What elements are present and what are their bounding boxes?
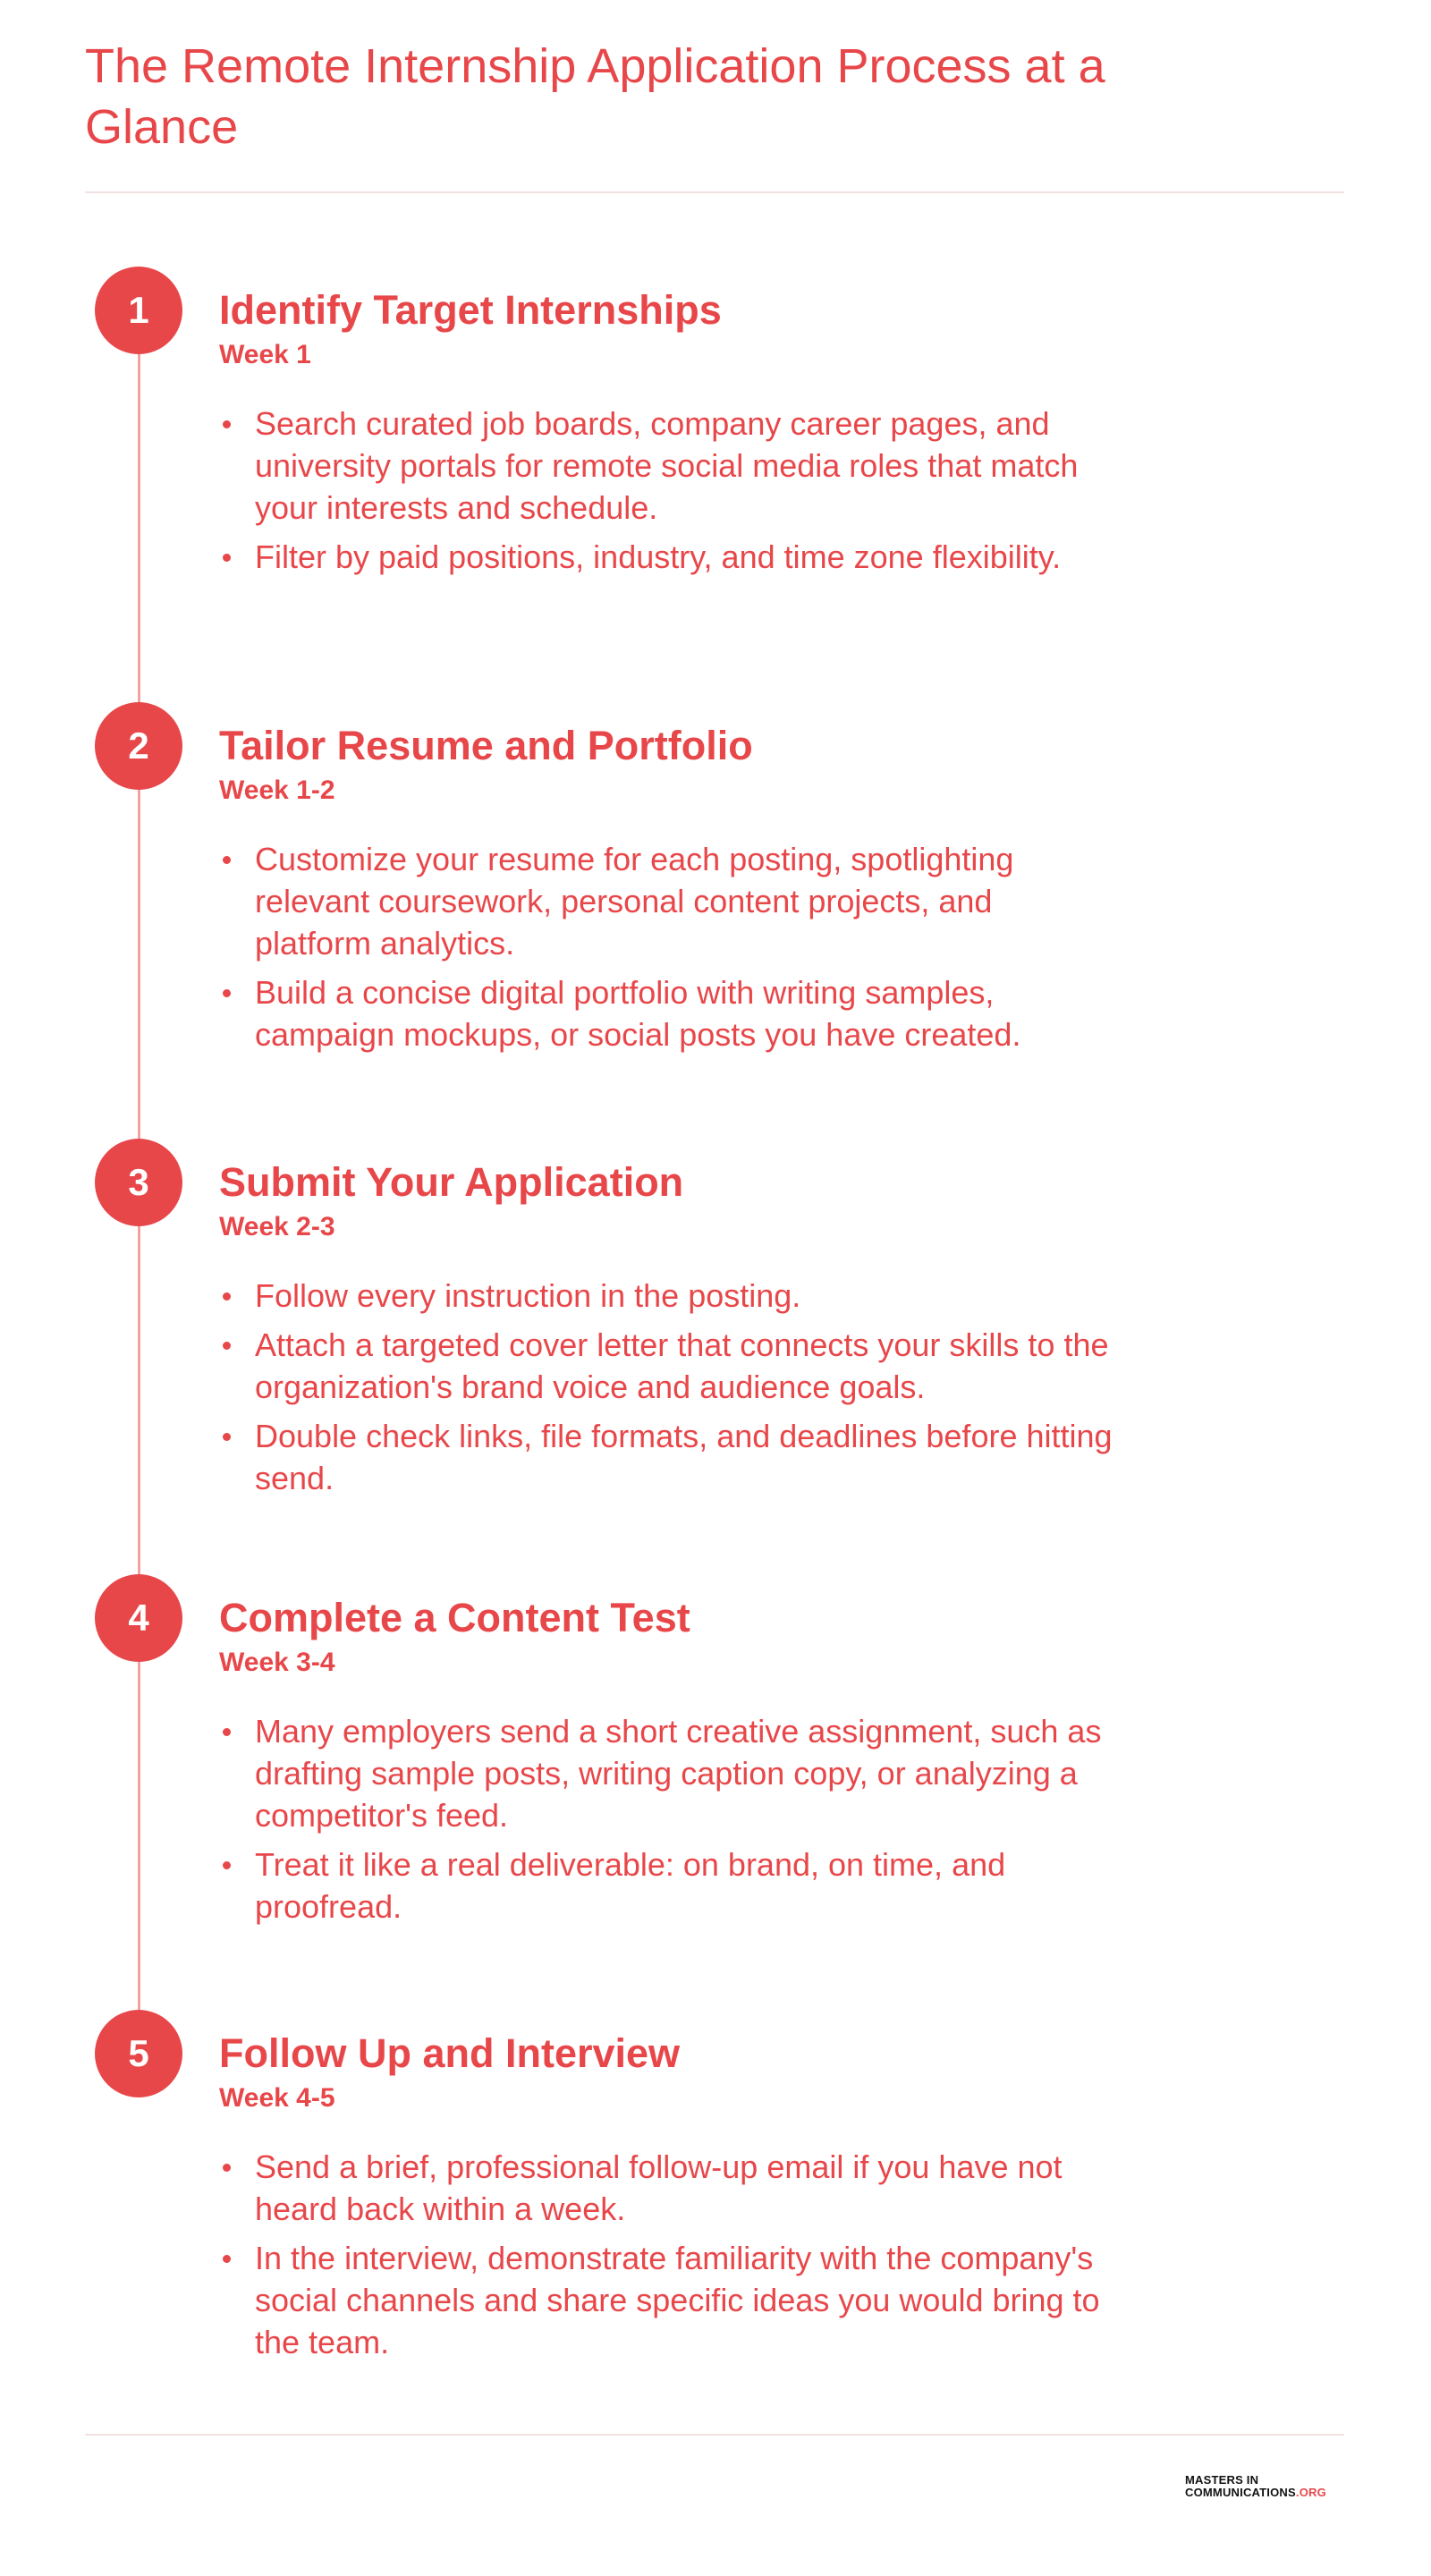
step-title: Follow Up and Interview bbox=[219, 2030, 681, 2076]
step-number-badge: 1 bbox=[95, 267, 182, 354]
step-week: Week 1-2 bbox=[219, 775, 335, 805]
step-bullet-list bbox=[219, 402, 1113, 585]
step-bullet-list bbox=[219, 1275, 1113, 1506]
bullet-dot-icon bbox=[223, 554, 231, 562]
bullet-dot-icon bbox=[223, 1728, 231, 1736]
bullet-item: Send a brief, professional follow-up email if you have not heard back within a week. bbox=[219, 2146, 1113, 2230]
step-number-badge: 2 bbox=[95, 702, 182, 790]
step-title: Tailor Resume and Portfolio bbox=[219, 723, 753, 768]
bottom-divider bbox=[85, 2434, 1344, 2436]
bullet-item: Search curated job boards, company career pages, and university portals for remote social media roles that match your interests and schedule. bbox=[219, 402, 1113, 529]
step-number-badge: 5 bbox=[95, 2010, 182, 2097]
bullet-item: Filter by paid positions, industry, and time zone flexibility. bbox=[219, 536, 1113, 578]
bullet-item: Follow every instruction in the posting. bbox=[219, 1275, 1113, 1317]
step-bullet-list bbox=[219, 838, 1113, 1063]
step-bullet-list bbox=[219, 2146, 1113, 2370]
logo-line-1: MASTERS IN bbox=[1185, 2473, 1259, 2487]
logo-line-2: COMMUNICATIONS.ORG bbox=[1185, 2486, 1326, 2499]
bullet-item: Build a concise digital portfolio with writing samples, campaign mockups, or social posts you have created. bbox=[219, 971, 1113, 1055]
step-number-badge: 4 bbox=[95, 1574, 182, 1662]
bullet-dot-icon bbox=[223, 1292, 231, 1301]
bullet-dot-icon bbox=[223, 1342, 231, 1350]
bullet-item: Many employers send a short creative assignment, such as drafting sample posts, writing caption copy, or analyzing a competitor's feed. bbox=[219, 1710, 1113, 1836]
brand-logo bbox=[1185, 2474, 1326, 2499]
bullet-dot-icon bbox=[223, 420, 231, 428]
bullet-dot-icon bbox=[223, 2255, 231, 2263]
step-title: Complete a Content Test bbox=[219, 1595, 690, 1640]
bullet-dot-icon bbox=[223, 1861, 231, 1869]
page-title: The Remote Internship Application Process at a Glance bbox=[85, 39, 1105, 154]
bullet-dot-icon bbox=[223, 856, 231, 864]
bullet-item: In the interview, demonstrate familiarity with the company's social channels and share specific ideas you would bring to the team. bbox=[219, 2237, 1113, 2363]
bullet-item: Customize your resume for each posting, spotlighting relevant coursework, personal content projects, and platform analytics. bbox=[219, 838, 1113, 964]
bullet-item: Double check links, file formats, and deadlines before hitting send. bbox=[219, 1415, 1113, 1499]
bullet-dot-icon bbox=[223, 1433, 231, 1441]
top-divider bbox=[85, 191, 1344, 193]
step-week: Week 1 bbox=[219, 340, 311, 369]
step-week: Week 4-5 bbox=[219, 2083, 335, 2113]
step-week: Week 3-4 bbox=[219, 1648, 335, 1677]
step-week: Week 2-3 bbox=[219, 1212, 335, 1241]
step-title: Identify Target Internships bbox=[219, 287, 722, 333]
step-bullet-list bbox=[219, 1710, 1113, 1935]
bullet-dot-icon bbox=[223, 989, 231, 997]
bullet-dot-icon bbox=[223, 2164, 231, 2172]
step-title: Submit Your Application bbox=[219, 1159, 684, 1205]
bullet-item: Treat it like a real deliverable: on brand, on time, and proofread. bbox=[219, 1843, 1113, 1928]
step-number-badge: 3 bbox=[95, 1139, 182, 1226]
bullet-item: Attach a targeted cover letter that connects your skills to the organization's brand voice and audience goals. bbox=[219, 1324, 1113, 1408]
